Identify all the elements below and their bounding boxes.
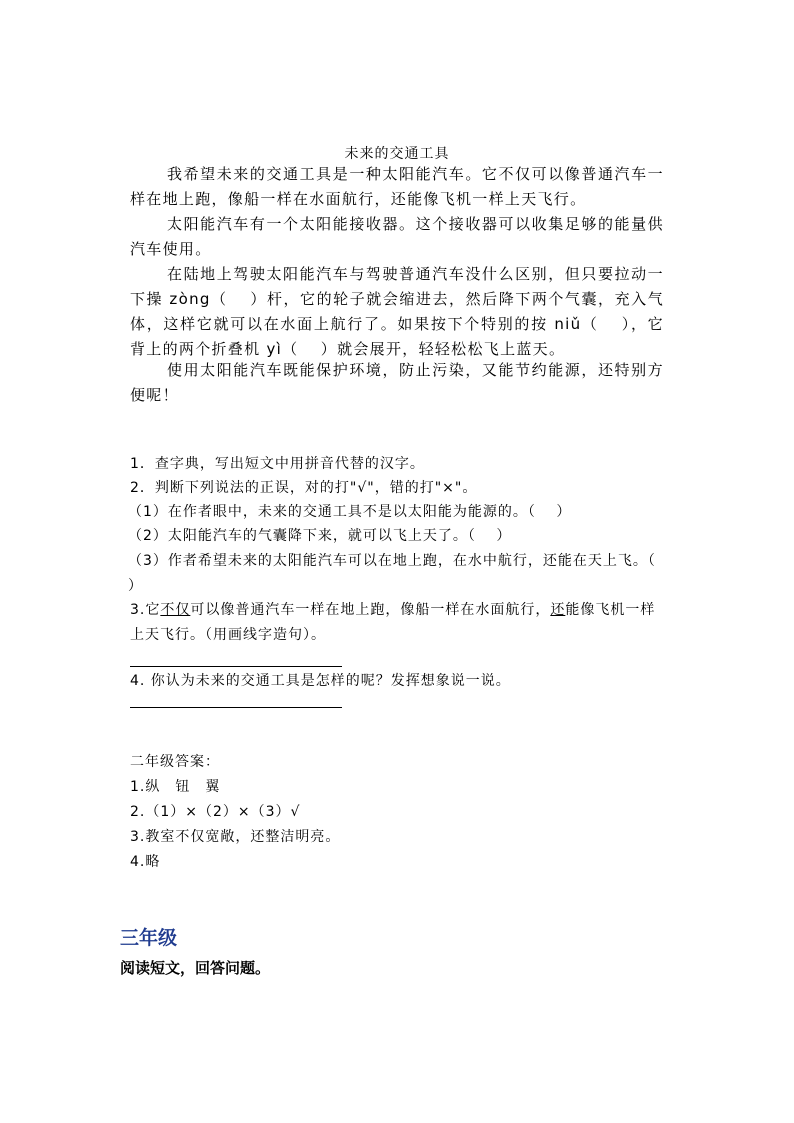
answer-1: 1.纵 钮 翼 — [130, 779, 221, 795]
question-4: 4. 你认为未来的交通工具是怎样的呢？发挥想象说一说。 — [130, 673, 511, 689]
answer-4: 4.略 — [130, 854, 161, 870]
question-2-item-3: （3）作者希望未来的太阳能汽车可以在地上跑，在水中航行，还能在天上飞。（ ） — [128, 553, 677, 594]
passage-paragraph-3: 在陆地上驾驶太阳能汽车与驾驶普通汽车没什么区别，但只要拉动一下操 zòng（ ）杆，它的轮子就会缩进去，然后降下两个气囊，充入气体，这样它就可以在水面上航行了。如果按下个特别的按 niǔ（ ），它背上的两个折叠机 yì（ ）就会展开，轻轻松松飞上蓝天。 — [130, 265, 664, 358]
grade-heading: 三年级 — [120, 927, 178, 949]
answer-line-2 — [130, 707, 342, 708]
question-3-underlined-1: 不仅 — [160, 602, 191, 618]
question-1: 1．查字典，写出短文中用拼音代替的汉字。 — [130, 456, 425, 472]
passage-title: 未来的交通工具 — [344, 146, 450, 162]
passage-paragraph-1: 我希望未来的交通工具是一种太阳能汽车。它不仅可以像普通汽车一样在地上跑，像船一样在水面航行，还能像飞机一样上天飞行。 — [130, 165, 664, 208]
answer-line-1 — [130, 666, 342, 667]
passage-paragraph-4: 使用太阳能汽车既能保护环境，防止污染，又能节约能源，还特别方便呢！ — [130, 361, 664, 404]
question-3-underlined-2: 还 — [550, 602, 566, 618]
question-3-text-b: 可以像普通汽车一样在地上跑，像船一样在水面航行， — [190, 602, 551, 618]
question-3-text-c: 能像飞机一样上天飞行。（用画线字造句）。 — [130, 602, 656, 643]
passage-paragraph-2: 太阳能汽车有一个太阳能接收器。这个接收器可以收集足够的能量供汽车使用。 — [130, 215, 664, 258]
reading-instruction: 阅读短文，回答问题。 — [120, 959, 271, 977]
question-2-item-2: （2）太阳能汽车的气囊降下来，就可以飞上天了。（ ） — [128, 528, 512, 544]
answers-heading: 二年级答案： — [130, 754, 220, 770]
question-3 — [130, 598, 664, 648]
question-2: 2．判断下列说法的正误，对的打"√"，错的打"×"。 — [130, 480, 478, 496]
question-3-text-a: 3.它 — [130, 602, 161, 618]
answer-2: 2.（1）×（2）×（3）√ — [130, 804, 301, 820]
question-2-item-1: （1）在作者眼中，未来的交通工具不是以太阳能为能源的。（ ） — [128, 504, 572, 520]
answer-3: 3.教室不仅宽敞，还整洁明亮。 — [130, 829, 341, 845]
